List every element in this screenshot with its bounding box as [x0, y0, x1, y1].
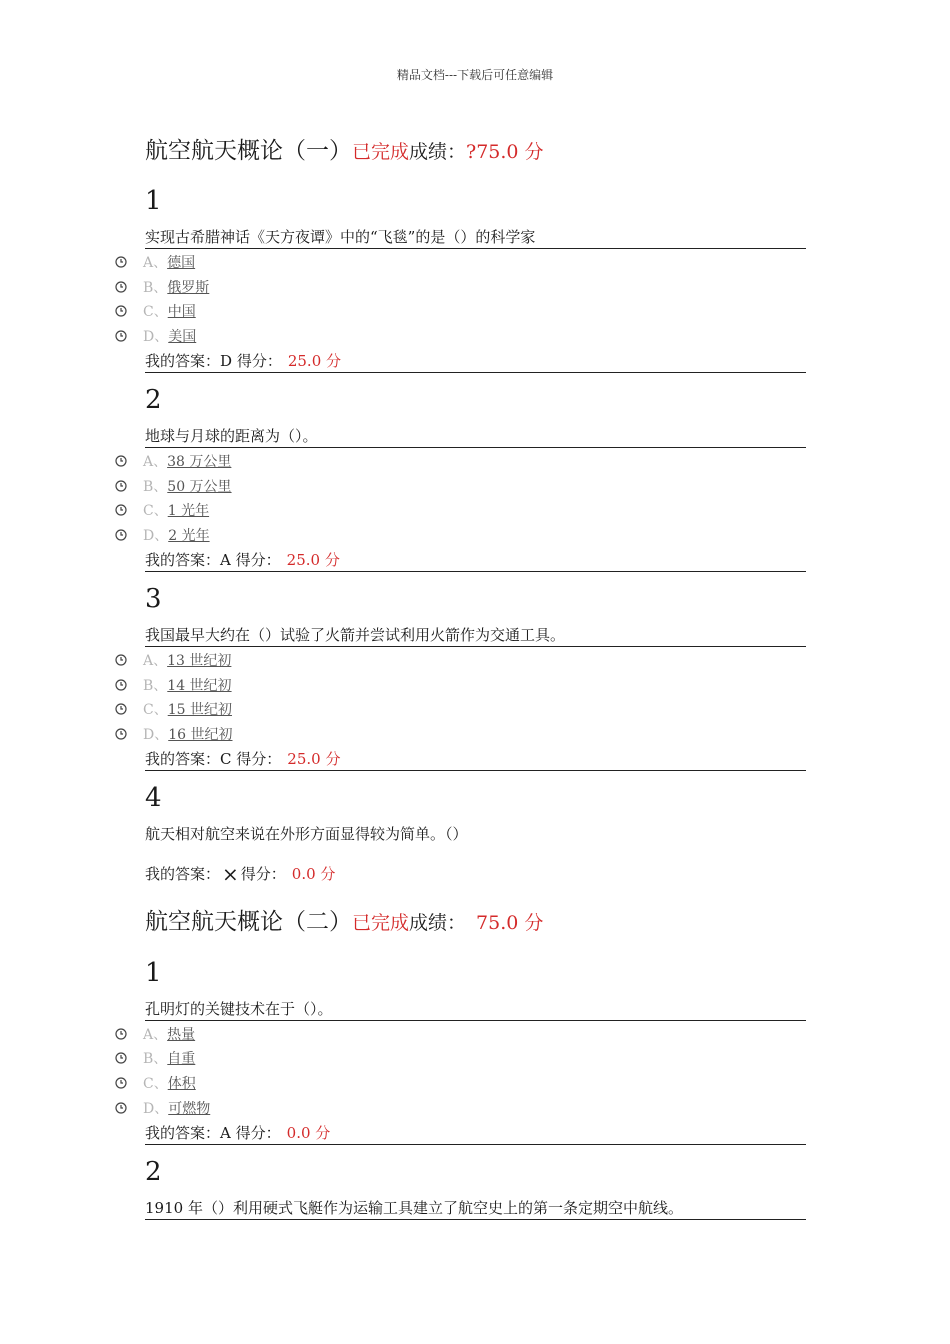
- option-text[interactable]: 可燃物: [168, 1101, 211, 1117]
- clock-radio-icon[interactable]: [115, 303, 127, 315]
- clock-radio-icon[interactable]: [115, 328, 127, 340]
- answer-label: 我的答案：: [145, 352, 221, 370]
- option-text[interactable]: 1 光年: [167, 503, 210, 519]
- option-text[interactable]: 俄罗斯: [167, 280, 210, 296]
- option-letter: A、: [143, 653, 168, 669]
- option-text[interactable]: 38 万公里: [167, 454, 232, 470]
- option-c[interactable]: [115, 501, 209, 521]
- clock-radio-icon[interactable]: [115, 726, 127, 738]
- question-text: 1910 年（）利用硬式飞艇作为运输工具建立了航空史上的第一条定期空中航线。: [145, 1197, 806, 1220]
- option-letter: B、: [143, 479, 168, 495]
- section-title-2: [145, 907, 543, 938]
- option-d[interactable]: [115, 1099, 210, 1119]
- option-d[interactable]: [115, 725, 233, 745]
- option-d[interactable]: [115, 327, 196, 347]
- score-value: 25.0 分: [287, 750, 341, 768]
- option-c[interactable]: [115, 1074, 196, 1094]
- option-text[interactable]: 16 世纪初: [168, 727, 233, 743]
- score-label: 得分：: [236, 750, 282, 768]
- option-b[interactable]: [115, 1049, 195, 1069]
- option-letter: B、: [143, 1051, 168, 1067]
- section-title-text: 航空航天概论（二）: [145, 909, 352, 935]
- question-number: 3: [145, 584, 162, 614]
- question-number: 1: [145, 958, 162, 988]
- section-score-label: 成绩：: [409, 141, 467, 163]
- question-number: 2: [145, 385, 162, 415]
- score-value: 0.0 分: [286, 1124, 331, 1142]
- question-number: 1: [145, 186, 162, 216]
- option-c[interactable]: [115, 302, 196, 322]
- answer-value: A: [220, 551, 231, 569]
- answer-value: C: [220, 750, 232, 768]
- score-label: 得分：: [236, 352, 282, 370]
- clock-radio-icon[interactable]: [115, 652, 127, 664]
- answer-label: 我的答案：: [145, 865, 221, 883]
- my-answer: [145, 549, 806, 572]
- option-text[interactable]: 13 世纪初: [167, 653, 232, 669]
- question-text: 实现古希腊神话《天方夜谭》中的“飞毯”的是（）的科学家: [145, 226, 806, 249]
- option-text[interactable]: 50 万公里: [167, 479, 232, 495]
- option-text[interactable]: 美国: [168, 329, 197, 345]
- section-title-1: [145, 136, 544, 167]
- section-status: 已完成: [352, 141, 410, 163]
- option-a[interactable]: [115, 253, 195, 273]
- answer-label: 我的答案：: [145, 551, 221, 569]
- section-score-label: 成绩：: [409, 912, 467, 934]
- option-text[interactable]: 热量: [167, 1027, 196, 1043]
- question-text: 孔明灯的关键技术在于（）。: [145, 998, 806, 1021]
- option-letter: C、: [143, 304, 168, 320]
- score-label: 得分：: [235, 1124, 281, 1142]
- score-value: 25.0 分: [286, 551, 340, 569]
- section-status: 已完成: [352, 912, 410, 934]
- section-score-value: ?75.0 分: [466, 141, 544, 163]
- option-letter: D、: [143, 329, 169, 345]
- option-b[interactable]: [115, 477, 232, 497]
- clock-radio-icon[interactable]: [115, 1026, 127, 1038]
- section-title-text: 航空航天概论（一）: [145, 138, 352, 164]
- question-text: 我国最早大约在（）试验了火箭并尝试利用火箭作为交通工具。: [145, 624, 806, 647]
- option-letter: C、: [143, 503, 168, 519]
- option-text[interactable]: 自重: [167, 1051, 196, 1067]
- my-answer: [145, 863, 806, 885]
- option-text[interactable]: 中国: [167, 304, 196, 320]
- option-letter: B、: [143, 280, 168, 296]
- option-letter: D、: [143, 528, 169, 544]
- my-answer: [145, 1122, 806, 1145]
- question-number: 4: [145, 783, 162, 813]
- cross-icon: ×: [222, 862, 239, 886]
- option-a[interactable]: [115, 651, 231, 671]
- clock-radio-icon[interactable]: [115, 453, 127, 465]
- option-letter: C、: [143, 1076, 168, 1092]
- clock-radio-icon[interactable]: [115, 677, 127, 689]
- answer-label: 我的答案：: [145, 1124, 221, 1142]
- option-text[interactable]: 14 世纪初: [167, 678, 232, 694]
- option-d[interactable]: [115, 526, 210, 546]
- option-letter: B、: [143, 678, 168, 694]
- question-number: 2: [145, 1157, 162, 1187]
- answer-value: A: [220, 1124, 231, 1142]
- clock-radio-icon[interactable]: [115, 527, 127, 539]
- clock-radio-icon[interactable]: [115, 254, 127, 266]
- my-answer: [145, 350, 806, 373]
- option-letter: A、: [143, 454, 168, 470]
- score-value: 0.0 分: [291, 865, 336, 883]
- clock-radio-icon[interactable]: [115, 279, 127, 291]
- option-a[interactable]: [115, 1025, 195, 1045]
- option-b[interactable]: [115, 278, 209, 298]
- option-a[interactable]: [115, 452, 231, 472]
- question-text: 航天相对航空来说在外形方面显得较为简单。（）: [145, 825, 468, 843]
- option-letter: A、: [143, 255, 168, 271]
- clock-radio-icon[interactable]: [115, 1075, 127, 1087]
- score-label: 得分：: [240, 865, 286, 883]
- clock-radio-icon[interactable]: [115, 478, 127, 490]
- page-header: 精品文档---下载后可任意编辑: [396, 68, 554, 82]
- score-value: 25.0 分: [287, 352, 342, 370]
- answer-label: 我的答案：: [145, 750, 221, 768]
- score-label: 得分：: [235, 551, 281, 569]
- option-letter: D、: [143, 727, 169, 743]
- answer-value: D: [220, 352, 233, 370]
- option-letter: C、: [143, 702, 168, 718]
- clock-radio-icon[interactable]: [115, 1100, 127, 1112]
- option-b[interactable]: [115, 676, 232, 696]
- option-letter: A、: [143, 1027, 168, 1043]
- my-answer: [145, 748, 806, 771]
- option-letter: D、: [143, 1101, 169, 1117]
- option-text[interactable]: 15 世纪初: [167, 702, 232, 718]
- option-c[interactable]: [115, 700, 232, 720]
- option-text[interactable]: 2 光年: [168, 528, 210, 544]
- clock-radio-icon[interactable]: [115, 502, 127, 514]
- question-text: 地球与月球的距离为（）。: [145, 425, 806, 448]
- section-score-value: 75.0 分: [476, 912, 544, 934]
- option-text[interactable]: 体积: [167, 1076, 196, 1092]
- clock-radio-icon[interactable]: [115, 1050, 127, 1062]
- option-text[interactable]: 德国: [167, 255, 196, 271]
- clock-radio-icon[interactable]: [115, 701, 127, 713]
